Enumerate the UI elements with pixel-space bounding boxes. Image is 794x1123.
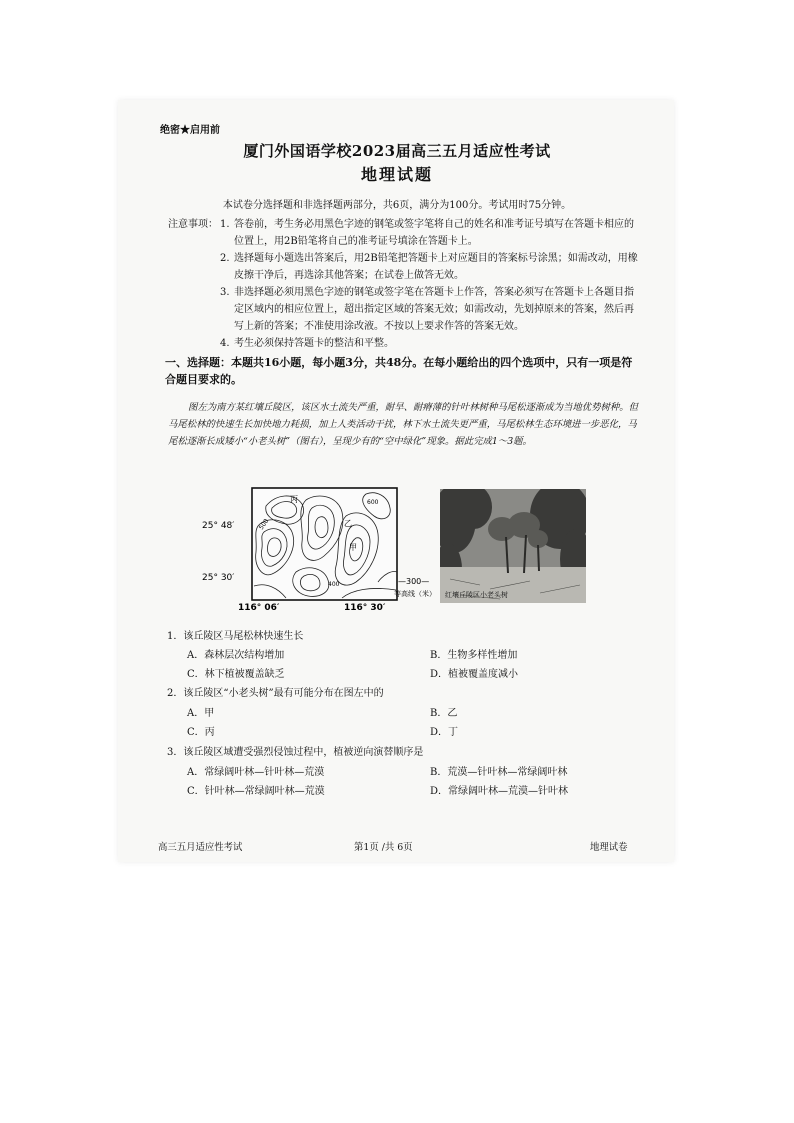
question-option: A．常绿阔叶林—针叶林—荒漠: [187, 767, 325, 778]
note-item: 2. 选择题每小题选出答案后，用2B铅笔把答题卡上对应题目的答案标号涂黑；如需改动，用橡皮擦干净后，再选涂其他答案；在试卷上做答无效。: [220, 253, 638, 281]
exam-intro: 本试卷分选择题和非选择题两部分，共6页，满分为100分。考试用时75分钟。: [222, 200, 572, 211]
map-label-jia: 甲: [349, 543, 357, 552]
question-option: C．针叶林—常绿阔叶林—荒漠: [187, 786, 325, 797]
legend-contour-value: —300—: [398, 577, 430, 586]
question-option: A．森林层次结构增加: [187, 650, 285, 661]
lat-label-top: 25° 48′: [202, 521, 235, 531]
question-option: D．常绿阔叶林—荒漠—针叶林: [430, 786, 569, 797]
lon-label-right: 116° 30′: [344, 603, 386, 613]
note-item: 3. 非选择题必须用黑色字迹的钢笔或签字笔在答题卡上作答，答案必须写在答题卡上各题目指定区域内的相应位置上，超出指定区域的答案无效；如需改动，先划掉原来的答案，然后再写上新的答案；不准使用涂改液。不按以上要求作答的答案无效。: [220, 287, 634, 332]
photo-caption: 红壤丘陵区小老头树: [445, 591, 508, 599]
exam-title: 厦门外国语学校2023届高三五月适应性考试: [243, 142, 551, 160]
question-stem: 1．该丘陵区马尾松林快速生长: [167, 631, 304, 642]
question-option: D．植被覆盖度减小: [430, 669, 519, 680]
question-option: B．荒漠—针叶林—常绿阔叶林: [430, 767, 568, 778]
note-item: 注意事项： 1. 答卷前，考生务必用黑色字迹的钢笔或签字笔将自己的姓名和准考证号填写在答题卡相应的位置上，用2B铅笔将自己的准考证号填涂在答题卡上。: [168, 216, 638, 250]
tree-photo: [440, 489, 586, 603]
question-stem: 2．该丘陵区“小老头树”最有可能分布在图左中的: [167, 688, 384, 699]
note-item: 4. 考生必须保持答题卡的整洁和平整。: [220, 338, 394, 349]
map-label-bing: 丙: [290, 495, 298, 504]
map-label-yi: 乙: [344, 519, 352, 528]
material-paragraph: 图左为南方某红壤丘陵区，该区水土流失严重，耐旱、耐瘠薄的针叶林树种马尾松逐渐成为当地优势树种。但马尾松林的快速生长加快地力耗损，加上人类活动干扰，林下水土流失更严重，马尾松林生态环境进一步恶化，马尾松逐渐长成矮小“小老头树”（图右），呈现少有的“空中绿化”现象。据此完成1～3题。: [168, 402, 639, 447]
subject-title: 地理试题: [360, 165, 433, 184]
footer-subject: 地理试卷: [590, 842, 628, 853]
notes-block: [168, 216, 638, 352]
contour-label-600: 600: [367, 499, 379, 506]
legend-contour-text: 等高线（米）: [394, 590, 436, 598]
section-heading: 一、选择题：本题共16小题，每小题3分，共48分。在每小题给出的四个选项中，只有一项是符合题目要求的。: [165, 356, 633, 386]
lon-label-left: 116° 06′: [238, 603, 280, 613]
notes-label: 注意事项：: [168, 219, 218, 230]
question-option: C．林下植被覆盖缺乏: [187, 669, 285, 680]
question-option: B．乙: [430, 708, 458, 719]
question-stem: 3．该丘陵区域遭受强烈侵蚀过程中，植被逆向演替顺序是: [167, 747, 424, 758]
contour-label-500: 500: [257, 517, 271, 532]
footer-page-number: 第1页 /共 6页: [354, 842, 413, 853]
question-option: A．甲: [187, 708, 215, 719]
question-option: C．丙: [187, 727, 215, 738]
lat-label-bottom: 25° 30′: [202, 573, 235, 583]
secret-label: 绝密★启用前: [160, 125, 220, 136]
contour-label-400: 400: [328, 581, 340, 588]
footer-exam-name: 高三五月适应性考试: [158, 842, 243, 853]
question-option: B．生物多样性增加: [430, 650, 518, 661]
contour-map: [202, 486, 436, 614]
question-option: D．丁: [430, 727, 459, 738]
